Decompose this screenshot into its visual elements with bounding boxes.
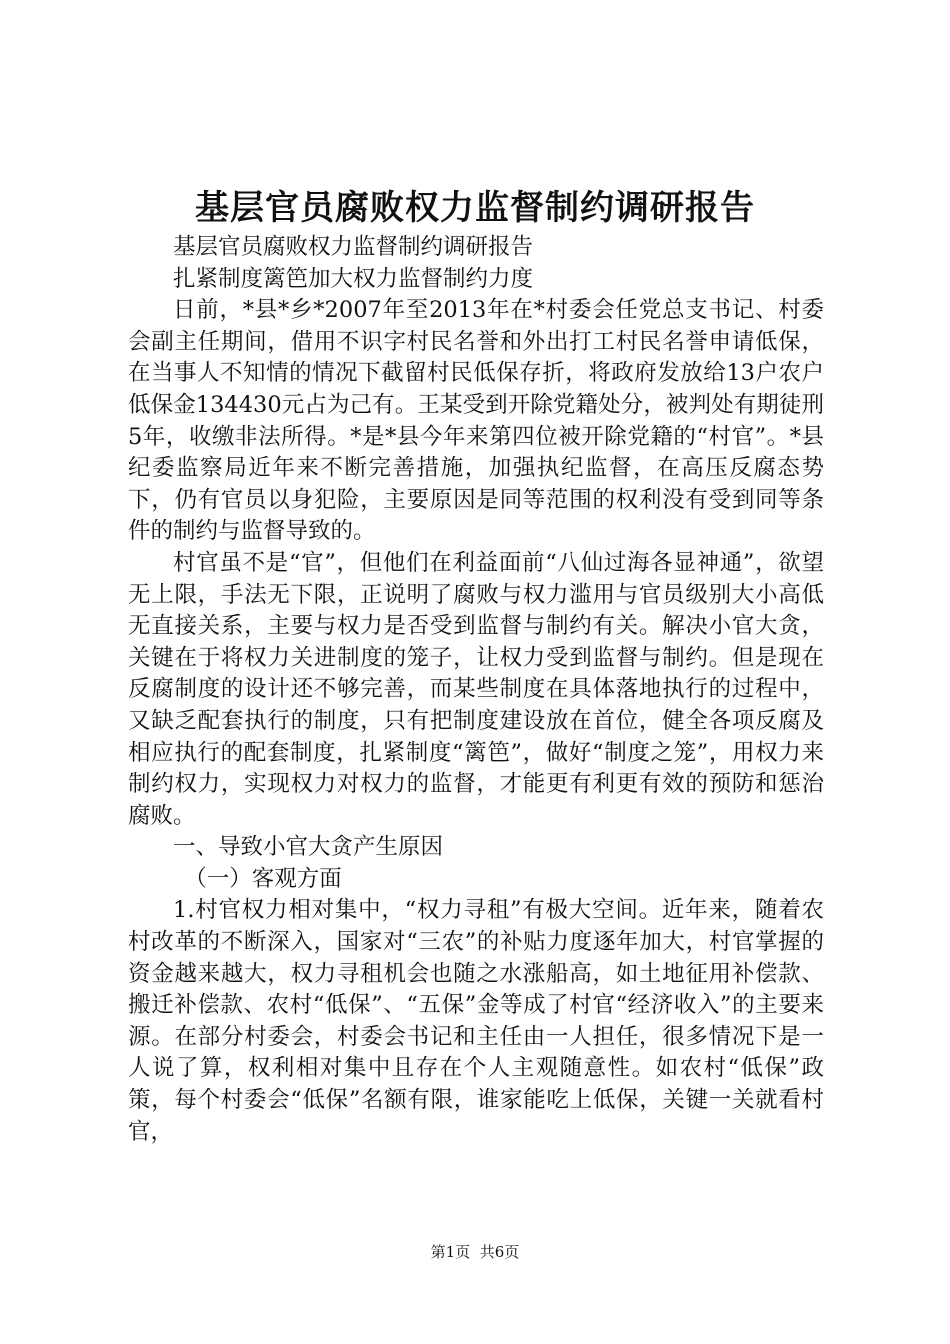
subsection-heading: （一）客观方面 xyxy=(184,865,342,892)
body-paragraph: 1.村官权力相对集中，“权力寻租”有极大空间。近年来，随着农村改革的不断深入，国家对“三农”的补贴力度逐年加大，村官掌握的资金越来越大，权力寻租机会也随之水涨船高，如土地征用补偿款、搬迁补偿款、农村“低保”、“五保”金等成了村官“经济收入”的主要来源。在部分村委会，村委会书记和主任由一人担任，很多情况下是一人说了算，权利相对集中且存在个人主观随意性。如农村“低保”政策，每个村委会“低保”名额有限，谁家能吃上低保，关键一关就看村官， xyxy=(128,897,824,1145)
page-number: 第1页 xyxy=(430,1243,471,1261)
subtitle-line: 基层官员腐败权力监督制约调研报告 xyxy=(173,234,534,260)
page-footer xyxy=(0,1240,950,1264)
page-total: 共6页 xyxy=(479,1243,520,1261)
body-paragraph: 村官虽不是“官”，但他们在利益面前“八仙过海各显神通”，欲望无上限，手法无下限，正说明了腐败与权力滥用与官员级别大小高低无直接关系，主要与权力是否受到监督与制约有关。解决小官大贪，关键在于将权力关进制度的笼子，让权力受到监督与制约。但是现在反腐制度的设计还不够完善，而某些制度在具体落地执行的过程中，又缺乏配套执行的制度，只有把制度建设放在首位，健全各项反腐及相应执行的配套制度，扎紧制度“篱笆”，做好“制度之笼”，用权力来制约权力，实现权力对权力的监督，才能更有利更有效的预防和惩治腐败。 xyxy=(128,549,824,829)
document-body xyxy=(128,232,824,1148)
subtitle-line: 扎紧制度篱笆加大权力监督制约力度 xyxy=(173,265,534,292)
document-title: 基层官员腐败权力监督制约调研报告 xyxy=(195,188,755,228)
body-paragraph: 日前，*县*乡*2007年至2013年在*村委会任党总支书记、村委会副主任期间，借用不识字村民名誉和外出打工村民名誉申请低保，在当事人不知情的情况下截留村民低保存折，将政府发放给13户农户低保金134430元占为己有。王某受到开除党籍处分，被判处有期徒刑5年，收缴非法所得。*是*县今年来第四位被开除党籍的“村官”。*县纪委监察局近年来不断完善措施，加强执纪监督，在高压反腐态势下，仍有官员以身犯险，主要原因是同等范围的权利没有受到同等条件的制约与监督导致的。 xyxy=(128,297,824,545)
section-heading: 一、导致小官大贪产生原因 xyxy=(173,834,444,861)
